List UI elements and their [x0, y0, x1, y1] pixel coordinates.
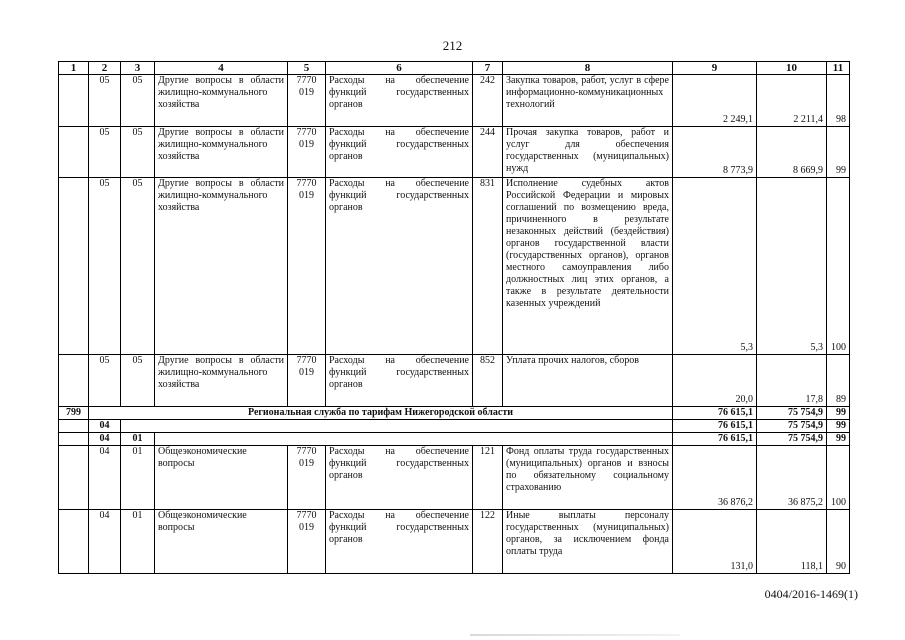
cell-c10: 8 669,9: [757, 127, 827, 178]
document-id: 0404/2016-1469(1): [764, 587, 858, 601]
cell-c10: 75 754,9: [757, 433, 827, 446]
col-header: 1: [59, 62, 89, 75]
cell-c7: 831: [473, 178, 503, 355]
cell-span: [121, 420, 673, 433]
cell-c6: Расходы на обеспечение функций государственных органов: [326, 75, 473, 127]
cell-c4: Другие вопросы в области жилищно-коммунального хозяйства: [155, 178, 288, 355]
table-row: [59, 355, 850, 407]
cell-c1: [59, 510, 89, 574]
cell-c9: 76 615,1: [673, 420, 757, 433]
budget-table: [58, 61, 850, 574]
cell-c1: [59, 420, 89, 433]
cell-c6: Расходы на обеспечение функций государственных органов: [326, 127, 473, 178]
cell-c9: 76 615,1: [673, 433, 757, 446]
col-header: 9: [673, 62, 757, 75]
cell-c11: 99: [827, 433, 850, 446]
cell-c9: 8 773,9: [673, 127, 757, 178]
cell-c1: [59, 433, 89, 446]
cell-c4: Другие вопросы в области жилищно-коммунального хозяйства: [155, 127, 288, 178]
cell-c1: [59, 355, 89, 407]
cell-c5: 7770 019: [288, 75, 326, 127]
cell-c11: 98: [827, 75, 850, 127]
cell-c10: 75 754,9: [757, 420, 827, 433]
col-header: 7: [473, 62, 503, 75]
cell-c11: 99: [827, 127, 850, 178]
cell-c2: 05: [89, 355, 121, 407]
cell-c11: 99: [827, 407, 850, 420]
cell-c2: 04: [89, 446, 121, 510]
col-header: 5: [288, 62, 326, 75]
cell-c8: Закупка товаров, работ, услуг в сфере информационно-коммуникационных технологий: [503, 75, 673, 127]
cell-c7: 242: [473, 75, 503, 127]
cell-c4: Другие вопросы в области жилищно-коммунального хозяйства: [155, 75, 288, 127]
col-header: 6: [326, 62, 473, 75]
cell-c8: Исполнение судебных актов Российской Федерации и мировых соглашений по возмещению вреда, причиненного в результате незаконных действий (бездействия) органов государственной власти (государственных органов), органов местного самоуправления либо должностных лиц этих органов, а также в результате деятельности казенных учреждений: [503, 178, 673, 355]
cell-c11: 100: [827, 178, 850, 355]
table-row: [59, 75, 850, 127]
cell-span: [155, 433, 673, 446]
cell-c3: 01: [121, 510, 155, 574]
cell-c10: 2 211,4: [757, 75, 827, 127]
cell-c6: Расходы на обеспечение функций государственных органов: [326, 178, 473, 355]
cell-c1: [59, 446, 89, 510]
col-header: 3: [121, 62, 155, 75]
header-row: [59, 62, 850, 75]
cell-c9: 20,0: [673, 355, 757, 407]
cell-c4: Другие вопросы в области жилищно-коммунального хозяйства: [155, 355, 288, 407]
col-header: 4: [155, 62, 288, 75]
cell-c7: 852: [473, 355, 503, 407]
cell-c9: 2 249,1: [673, 75, 757, 127]
cell-c5: 7770 019: [288, 355, 326, 407]
cell-c8: Прочая закупка товаров, работ и услуг для обеспечения государственных (муниципальных) нужд: [503, 127, 673, 178]
cell-c2: 04: [89, 420, 121, 433]
cell-c6: Расходы на обеспечение функций государственных органов: [326, 446, 473, 510]
cell-c1: [59, 127, 89, 178]
cell-c6: Расходы на обеспечение функций государственных органов: [326, 355, 473, 407]
cell-c11: 90: [827, 510, 850, 574]
cell-c3: 05: [121, 178, 155, 355]
cell-c11: 99: [827, 420, 850, 433]
cell-c2: 04: [89, 433, 121, 446]
table-row: [59, 446, 850, 510]
agency-row: [59, 407, 850, 420]
cell-c9: 5,3: [673, 178, 757, 355]
cell-c2: 05: [89, 178, 121, 355]
cell-c3: 01: [121, 446, 155, 510]
cell-c2: 05: [89, 127, 121, 178]
cell-c10: 36 875,2: [757, 446, 827, 510]
cell-c5: 7770 019: [288, 127, 326, 178]
cell-c8: Фонд оплаты труда государственных (муниципальных) органов и взносы по обязательному социальному страхованию: [503, 446, 673, 510]
cell-c7: 244: [473, 127, 503, 178]
agency-name: Региональная служба по тарифам Нижегородской области: [89, 407, 673, 420]
cell-c10: 17,8: [757, 355, 827, 407]
cell-c9: 76 615,1: [673, 407, 757, 420]
cell-c7: 121: [473, 446, 503, 510]
cell-c5: 7770 019: [288, 446, 326, 510]
cell-c9: 131,0: [673, 510, 757, 574]
cell-c1: [59, 178, 89, 355]
cell-c3: 01: [121, 433, 155, 446]
col-header: 11: [827, 62, 850, 75]
cell-c4: Общеэкономические вопросы: [155, 510, 288, 574]
cell-c9: 36 876,2: [673, 446, 757, 510]
cell-c4: Общеэкономические вопросы: [155, 446, 288, 510]
cell-c2: 04: [89, 510, 121, 574]
cell-c10: 75 754,9: [757, 407, 827, 420]
table-row: [59, 178, 850, 355]
cell-c2: 05: [89, 75, 121, 127]
col-header: 8: [503, 62, 673, 75]
cell-c3: 05: [121, 75, 155, 127]
cell-c10: 118,1: [757, 510, 827, 574]
cell-c8: Уплата прочих налогов, сборов: [503, 355, 673, 407]
subsection-row: [59, 433, 850, 446]
cell-c6: Расходы на обеспечение функций государственных органов: [326, 510, 473, 574]
cell-c11: 100: [827, 446, 850, 510]
section-row: [59, 420, 850, 433]
cell-c3: 05: [121, 355, 155, 407]
scan-artifact: [470, 634, 680, 636]
page-number: 212: [442, 38, 463, 53]
cell-c10: 5,3: [757, 178, 827, 355]
cell-c1: [59, 75, 89, 127]
cell-c5: 7770 019: [288, 178, 326, 355]
table-row: [59, 510, 850, 574]
cell-c3: 05: [121, 127, 155, 178]
col-header: 10: [757, 62, 827, 75]
col-header: 2: [89, 62, 121, 75]
cell-c7: 122: [473, 510, 503, 574]
table-row: [59, 127, 850, 178]
cell-c5: 7770 019: [288, 510, 326, 574]
cell-c8: Иные выплаты персоналу государственных (муниципальных) органов, за исключением фонда оплаты труда: [503, 510, 673, 574]
cell-c11: 89: [827, 355, 850, 407]
agency-code: 799: [59, 407, 89, 420]
